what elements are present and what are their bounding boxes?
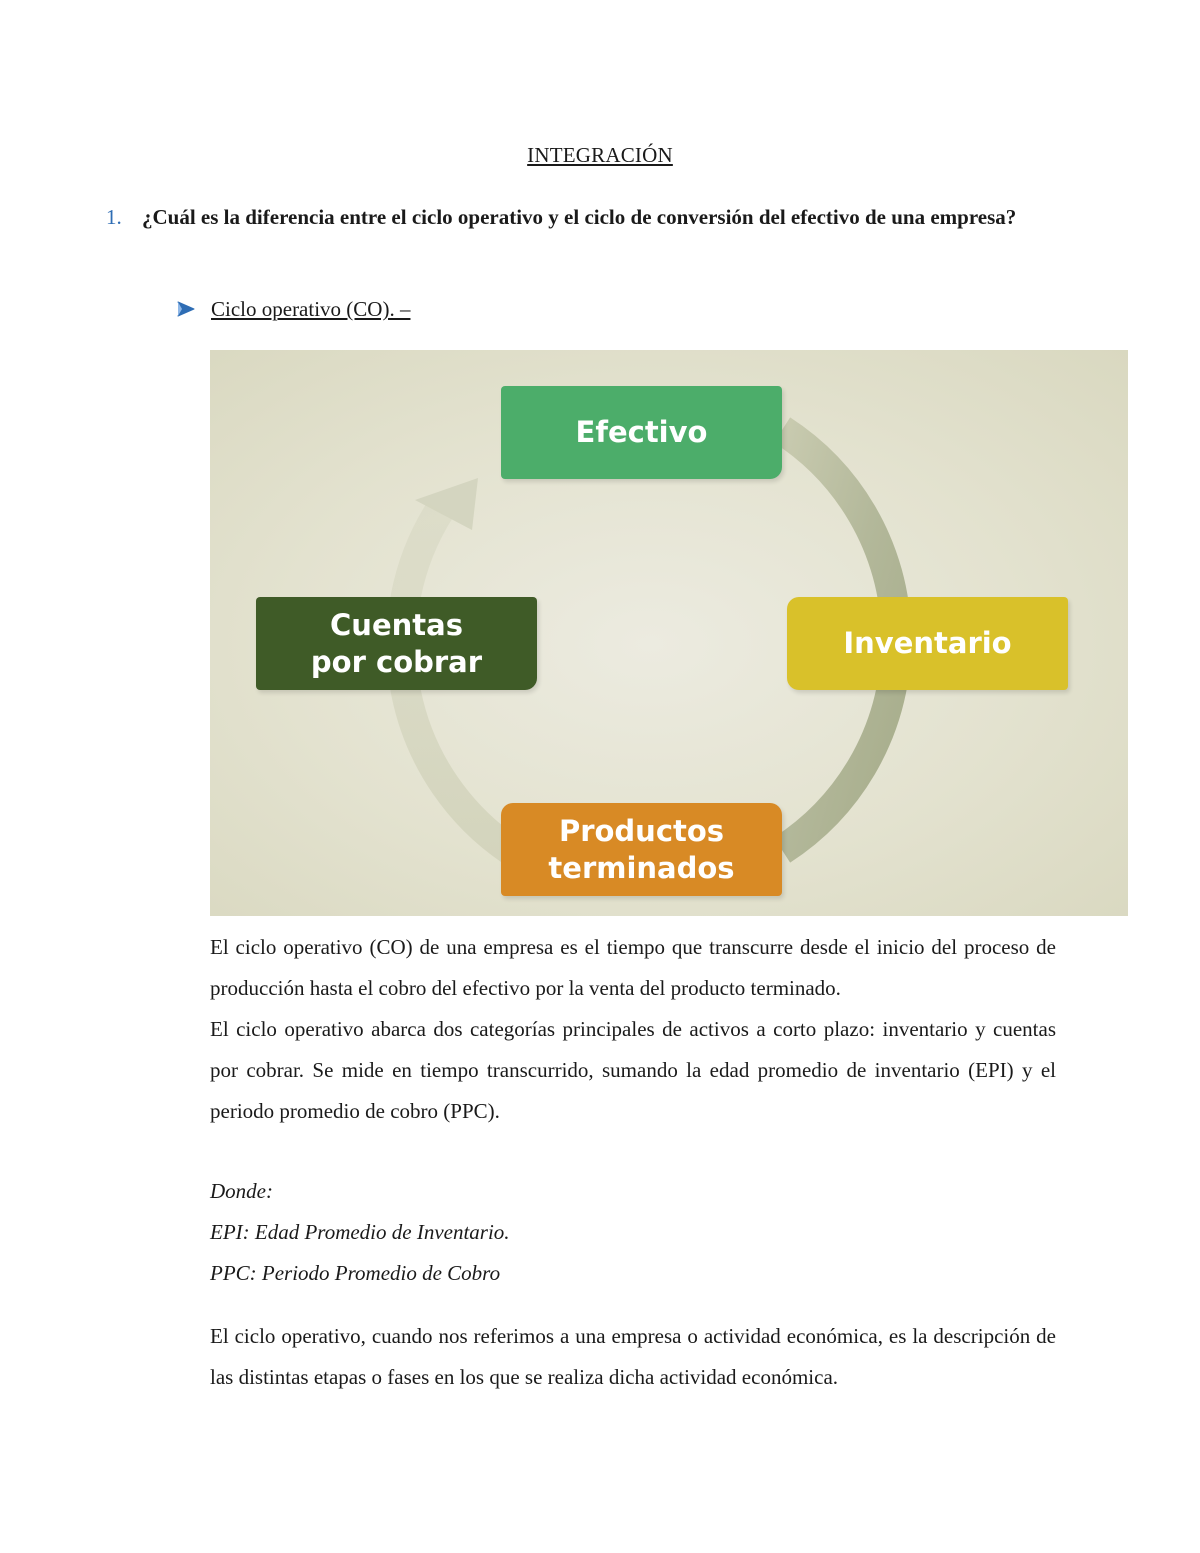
body-paragraphs: [210, 927, 1056, 1132]
inventario-box: [787, 597, 1068, 690]
definition-ppc: PPC: Periodo Promedio de Cobro: [210, 1261, 501, 1285]
definition-epi: EPI: Edad Promedio de Inventario.: [210, 1220, 510, 1244]
inventario-label: Inventario: [843, 626, 1012, 660]
page-title: INTEGRACIÓN: [527, 143, 673, 167]
efectivo-label: Efectivo: [575, 415, 708, 449]
cuentas-label-line2: por cobrar: [310, 644, 483, 679]
definitions-block: [210, 1171, 1056, 1294]
productos-label-line2: terminados: [548, 850, 735, 885]
arrow-bullet-icon: [176, 295, 196, 323]
paragraph-1: El ciclo operativo (CO) de una empresa es el tiempo que transcurre desde el inicio del proceso de producción hasta el cobro del efectivo por la venta del producto terminado.: [210, 935, 1056, 1000]
bullet-text: Ciclo operativo (CO). –: [211, 297, 411, 321]
question-text: ¿Cuál es la diferencia entre el ciclo operativo y el ciclo de conversión del efectivo de una empresa?: [142, 205, 1017, 229]
cuentas-por-cobrar-box: [256, 597, 537, 690]
efectivo-box: [501, 386, 782, 479]
productos-terminados-box: [501, 803, 782, 896]
cuentas-label-line1: Cuentas: [330, 607, 463, 642]
paragraph-3: El ciclo operativo, cuando nos referimos a una empresa o actividad económica, es la descripción de las distintas etapas o fases en los que se realiza dicha actividad económica.: [210, 1324, 1056, 1389]
paragraph-2: El ciclo operativo abarca dos categorías principales de activos a corto plazo: inventario y cuentas por cobrar. Se mide en tiempo transcurrido, sumando la edad promedio de inventario (EPI) y el periodo promedio de cobro (PPC).: [210, 1017, 1056, 1123]
productos-label-line1: Productos: [558, 813, 725, 848]
closing-paragraph-block: [210, 1316, 1056, 1398]
operating-cycle-diagram: [210, 350, 1128, 916]
definitions-heading: Donde:: [210, 1179, 273, 1203]
question-number: 1.: [106, 205, 122, 229]
